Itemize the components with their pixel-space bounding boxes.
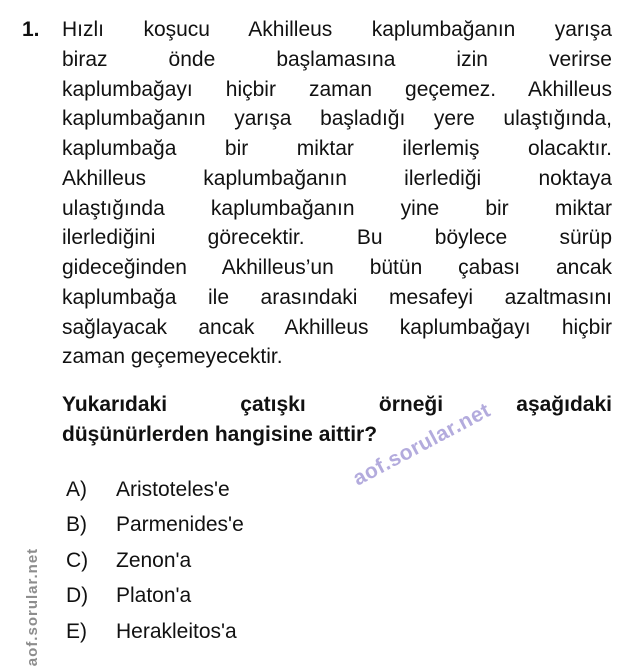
option-row [66,543,606,578]
option-letter: D) [66,584,89,608]
question-number: 1. [22,18,40,41]
question-body-line: kaplumbağa bir miktar ilerlemiş olacaktır. [62,137,612,160]
option-letter: E) [66,619,87,643]
option-text: Aristoteles'e [116,478,230,501]
option-text: Zenon'a [116,548,192,572]
option-row [66,472,606,507]
question-body-line: sağlayacak ancak Akhilleus kaplumbağayı hiçbir [62,315,612,339]
question-body-line: Akhilleus kaplumbağanın ilerlediği noktaya [62,166,612,190]
option-text: Platon'a [116,584,192,608]
option-letter: A) [66,478,87,501]
question-body-line: kaplumbağanın yarışa başladığı yere ulaştığında, [62,107,612,131]
watermark-diagonal: aof.sorular.net [349,398,495,491]
question-stem-line: Yukarıdaki çatışkı örneği aşağıdaki [62,393,612,416]
question-body-line: Hızlı koşucu Akhilleus kaplumbağanın yarışa [62,18,612,41]
option-letter: B) [66,513,87,537]
question-body-line: ilerlediğini görecektir. Bu böylece sürüp [62,226,612,250]
options-list [66,472,606,649]
option-text: Parmenides'e [116,513,244,537]
question-body-line: kaplumbağa ile arasındaki mesafeyi azaltmasını [62,285,612,309]
question-stem-line: düşünürlerden hangisine aittir? [62,422,378,446]
watermark-vertical: aof.sorular.net [24,547,41,667]
question-stem [62,390,612,449]
question-body-line: zaman geçemeyecektir. [62,345,283,369]
option-row [66,507,606,542]
question-body-line: ulaştığında kaplumbağanın yine bir miktar [62,196,612,220]
option-text: Herakleitos'a [116,619,237,643]
question-body-line: biraz önde başlamasına izin verirse [62,47,612,71]
question-body-paragraph [62,15,612,372]
option-letter: C) [66,548,89,572]
option-row [66,578,606,613]
question-body-line: gideceğinden Akhilleus’un bütün çabası ancak [62,256,612,279]
option-row [66,614,606,649]
question-body-line: kaplumbağayı hiçbir zaman geçemez. Akhilleus [62,77,612,101]
